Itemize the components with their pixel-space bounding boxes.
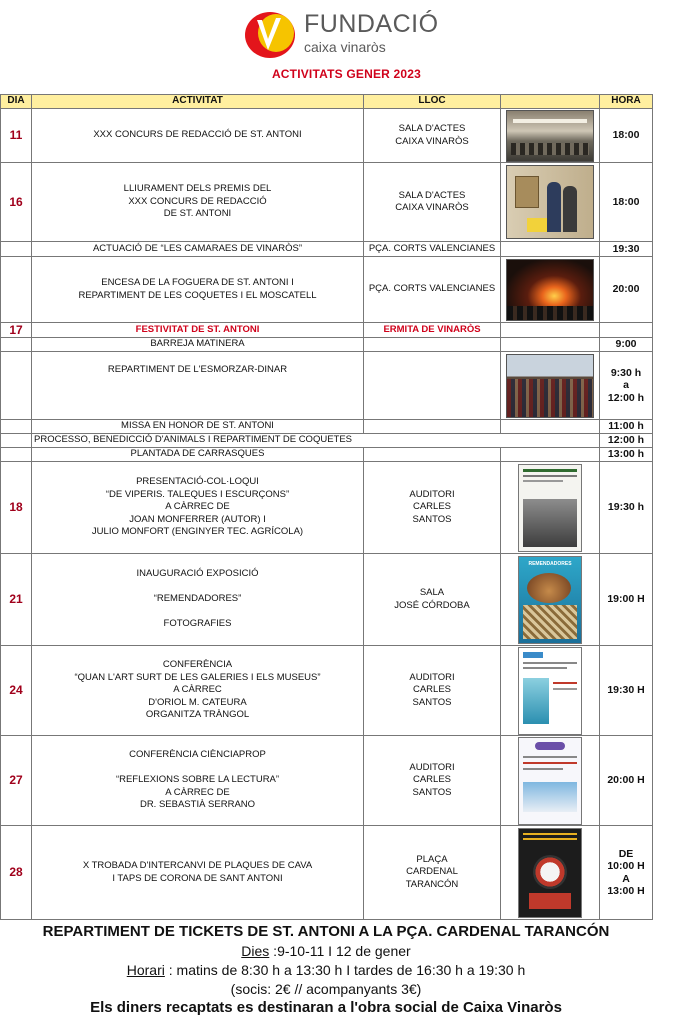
activity-line: DR. SEBASTIÀ SERRANO: [139, 799, 256, 811]
header-activity: ACTIVITAT: [32, 95, 364, 109]
place-line: CARLES: [412, 684, 451, 696]
place-line: SALA D'ACTES: [398, 123, 466, 134]
lectura-poster: [518, 737, 582, 825]
table-row: [1, 448, 653, 462]
footer-days: [0, 943, 652, 959]
activity-line: A CÀRREC: [173, 684, 222, 696]
hour-cell: 19:00 H: [600, 554, 653, 646]
hour-cell: [600, 323, 653, 338]
activity-line: PRESENTACIÓ-COL·LOQUI: [136, 476, 259, 488]
activity-line: “REMENDADORES”: [153, 593, 242, 605]
place-cell: [364, 420, 501, 434]
activity-spacer: [32, 581, 363, 594]
activity-line: “DE VIPERIS. TALEQUES I ESCURÇONS”: [105, 488, 290, 500]
days-label: Dies: [241, 943, 270, 959]
bonfire-photo: [506, 259, 594, 321]
place-line: AUDITORI: [409, 671, 455, 683]
place-line: SANTOS: [412, 786, 452, 798]
header: [0, 0, 693, 92]
place-cell: [364, 462, 501, 554]
hours-label: Horari: [126, 962, 165, 978]
fundacio-logo-icon: [243, 10, 297, 60]
day-cell: [1, 448, 32, 462]
image-cell: [501, 352, 600, 420]
footer-title: REPARTIMENT DE TICKETS DE ST. ANTONI A LA PÇA. CARDENAL TARANCÓN: [42, 923, 610, 940]
table-row: [1, 352, 653, 420]
place-cell: [364, 352, 501, 420]
day-cell: 24: [1, 646, 32, 736]
place-cell: [364, 163, 501, 242]
day-cell: [1, 242, 32, 257]
activity-cell: [32, 163, 364, 242]
activity-line: LLIURAMENT DELS PREMIS DEL: [123, 183, 272, 195]
place-cell: [364, 338, 501, 352]
table-row: [1, 109, 653, 163]
day-cell: 11: [1, 109, 32, 163]
hour-cell: 19:30: [600, 242, 653, 257]
activity-line: DE ST. ANTONI: [163, 208, 232, 220]
place-line: CARLES: [412, 774, 451, 786]
table-row: [1, 242, 653, 257]
place-line: JOSÉ CÓRDOBA: [394, 599, 470, 611]
day-cell: [1, 420, 32, 434]
activity-line: D'ORIOL M. CATEURA: [148, 696, 247, 708]
table-row: [1, 323, 653, 338]
place-line: AUDITORI: [409, 761, 455, 773]
activity-cell: PROCESSO, BENEDICCIÓ D'ANIMALS I REPARTIMENT DE COQUETES: [32, 434, 600, 448]
place-cell: PÇA. CORTS VALENCIANES: [364, 242, 501, 257]
activity-cell: REPARTIMENT DE L'ESMORZAR-DINAR: [32, 352, 364, 420]
place-cell: PÇA. CORTS VALENCIANES: [364, 257, 501, 323]
hour-cell: 18:00: [600, 109, 653, 163]
logo-subtitle: caixa vinaròs: [304, 39, 386, 55]
image-cell: [501, 736, 600, 826]
activity-line: I TAPS DE CORONA DE SANT ANTONI: [112, 872, 283, 884]
place-cell: [364, 646, 501, 736]
logo-name: FUNDACIÓ: [304, 10, 439, 38]
hour-line: 9:30 h: [610, 366, 642, 379]
hour-cell: [600, 826, 653, 920]
place-cell: ERMITA DE VINARÒS: [364, 323, 501, 338]
place-cell: [364, 554, 501, 646]
place-line: CARDENAL: [406, 866, 458, 878]
meeting-room-photo: [506, 110, 594, 162]
place-line: CAIXA VINARÒS: [395, 202, 469, 213]
table-row: [1, 257, 653, 323]
activity-line: X TROBADA D'INTERCANVI DE PLAQUES DE CAVA: [82, 860, 313, 871]
day-cell: [1, 352, 32, 420]
place-cell: [364, 109, 501, 163]
day-cell: [1, 257, 32, 323]
place-line: SANTOS: [412, 513, 452, 525]
activity-line: A CÀRREC DE: [165, 501, 230, 513]
table-header-row: [1, 95, 653, 109]
activity-cell: ACTUACIÓ DE “LES CAMARAES DE VINARÒS”: [32, 242, 364, 257]
place-line: SANTOS: [412, 696, 452, 708]
hour-cell: [600, 352, 653, 420]
activity-spacer: [32, 762, 363, 775]
activity-line: JULIO MONFORT (ENGINYER TEC. AGRÍCOLA): [91, 526, 304, 538]
activity-line: “QUAN L'ART SURT DE LES GALERIES I ELS MUSEUS”: [74, 671, 321, 683]
activity-line: JOAN MONFERRER (AUTOR) I: [129, 513, 266, 525]
header-hour: HORA: [600, 95, 653, 109]
image-cell: [501, 420, 600, 434]
activity-line: INAUGURACIÓ EXPOSICIÓ: [136, 568, 259, 580]
day-cell: 17: [1, 323, 32, 338]
award-photo: [506, 165, 594, 239]
table-row: [1, 420, 653, 434]
activity-line: CONFERÈNCIA CIÈNCIAPROP: [129, 749, 266, 761]
hour-cell: 11:00 h: [600, 420, 653, 434]
hour-line: a: [623, 379, 629, 392]
crowd-photo: [506, 354, 594, 418]
footer-hours: [0, 962, 652, 978]
day-cell: [1, 434, 32, 448]
activity-line: ORGANITZA TRÀNGOL: [145, 709, 250, 721]
hour-cell: 19:30 h: [600, 462, 653, 554]
activity-cell: [32, 462, 364, 554]
activity-spacer: [32, 606, 363, 619]
poster-title: REMENDADORES: [528, 560, 572, 567]
activity-line: ENCESA DE LA FOGUERA DE ST. ANTONI I: [101, 277, 294, 288]
image-cell: [501, 646, 600, 736]
activity-cell: FESTIVITAT DE ST. ANTONI: [32, 323, 364, 338]
place-line: SALA: [419, 587, 445, 598]
table-row: [1, 554, 653, 646]
table-row: [1, 462, 653, 554]
day-cell: 28: [1, 826, 32, 920]
footer-note: Els diners recaptats es destinaran a l'obra social de Caixa Vinaròs: [90, 999, 562, 1016]
image-cell: [501, 109, 600, 163]
viperis-poster: [518, 464, 582, 552]
days-value: :9-10-11 I 12 de gener: [269, 943, 411, 959]
activity-cell: [32, 554, 364, 646]
activity-line: “REFLEXIONS SOBRE LA LECTURA”: [115, 774, 280, 786]
table-row: [1, 646, 653, 736]
activity-line: A CÀRREC DE: [165, 786, 230, 798]
place-line: PLAÇA: [416, 853, 448, 865]
activity-cell: [32, 257, 364, 323]
day-cell: 16: [1, 163, 32, 242]
place-cell: [364, 448, 501, 462]
hour-cell: 13:00 h: [600, 448, 653, 462]
place-line: SALA D'ACTES: [398, 189, 466, 201]
activity-line: CONFERÈNCIA: [162, 659, 233, 671]
hour-cell: 20:00 H: [600, 736, 653, 826]
hour-line: 13:00 H: [607, 885, 645, 897]
page-title: ACTIVITATS GENER 2023: [271, 67, 422, 81]
table-row: [1, 434, 653, 448]
image-cell: [501, 323, 600, 338]
remendadores-poster: [518, 556, 582, 644]
activity-cell: [32, 736, 364, 826]
art-conference-poster: [518, 647, 582, 735]
day-cell: [1, 338, 32, 352]
hour-cell: 19:30 H: [600, 646, 653, 736]
table-row: [1, 826, 653, 920]
day-cell: 27: [1, 736, 32, 826]
hour-line: 12:00 h: [607, 391, 645, 404]
header-place: LLOC: [364, 95, 501, 109]
day-cell: 18: [1, 462, 32, 554]
image-cell: [501, 163, 600, 242]
activity-line: XXX CONCURS DE REDACCIÓ DE ST. ANTONI: [93, 129, 302, 141]
place-line: AUDITORI: [409, 488, 455, 500]
hour-cell: 9:00: [600, 338, 653, 352]
hour-cell: 18:00: [600, 163, 653, 242]
place-line: TARANCÓN: [405, 878, 459, 890]
hours-value: : matins de 8:30 h a 13:30 h I tardes de 16:30 h a 19:30 h: [164, 962, 526, 978]
activity-cell: [32, 646, 364, 736]
activity-line: FOTOGRAFIES: [163, 618, 232, 630]
place-cell: [364, 826, 501, 920]
activity-cell: [32, 826, 364, 920]
image-cell: [501, 338, 600, 352]
activity-cell: [32, 109, 364, 163]
image-cell: [501, 462, 600, 554]
schedule-table: [0, 94, 653, 920]
activity-line: XXX CONCURS DE REDACCIÓ: [128, 195, 267, 207]
logo-wordmark: [304, 12, 439, 54]
activity-line: REPARTIMENT DE LES COQUETES I EL MOSCATELL: [78, 289, 317, 301]
image-cell: [501, 448, 600, 462]
place-cell: [364, 736, 501, 826]
cava-poster: [518, 828, 582, 918]
image-cell: [501, 242, 600, 257]
hour-cell: 12:00 h: [600, 434, 653, 448]
image-cell: [501, 257, 600, 323]
image-cell: [501, 554, 600, 646]
activity-cell: PLANTADA DE CARRASQUES: [32, 448, 364, 462]
image-cell: [501, 826, 600, 920]
hour-line: A: [622, 872, 630, 885]
hour-line: DE: [618, 847, 634, 860]
hour-cell: 20:00: [600, 257, 653, 323]
table-row: [1, 338, 653, 352]
table-row: [1, 736, 653, 826]
footer-prices: (socis: 2€ // acompanyants 3€): [230, 981, 422, 997]
activity-cell: MISSA EN HONOR DE ST. ANTONI: [32, 420, 364, 434]
hour-line: 10:00 H: [607, 860, 645, 872]
table-row: [1, 163, 653, 242]
activity-cell: BARREJA MATINERA: [32, 338, 364, 352]
place-line: CARLES: [412, 501, 451, 513]
place-line: CAIXA VINARÒS: [395, 135, 469, 147]
header-day: DIA: [1, 95, 32, 109]
day-cell: 21: [1, 554, 32, 646]
header-image: [501, 95, 600, 109]
